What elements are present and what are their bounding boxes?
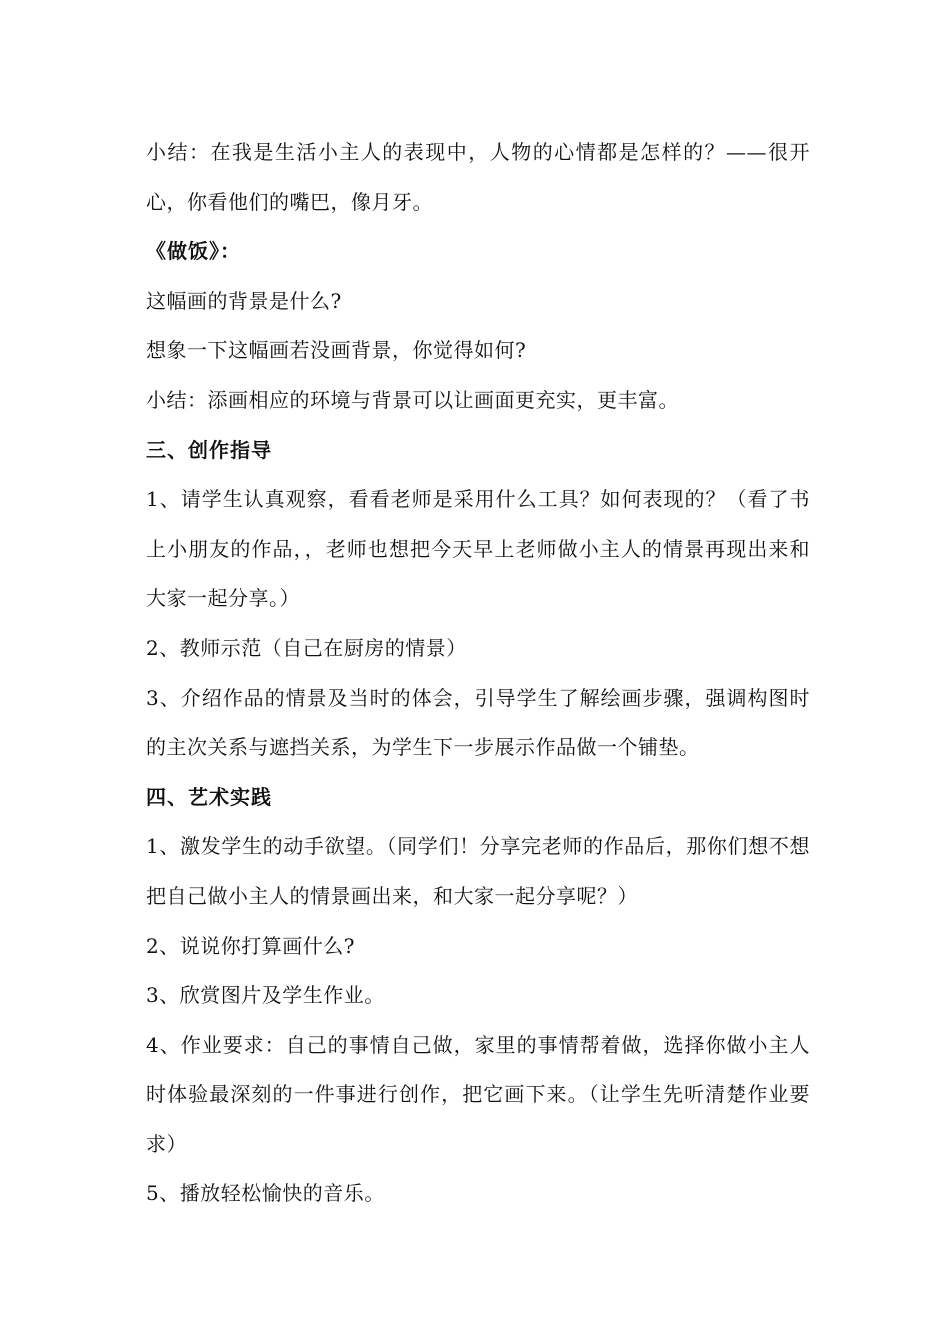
question-background: 这幅画的背景是什么? xyxy=(146,288,342,313)
summary-paragraph: 小结：在我是生活小主人的表现中，人物的心情都是怎样的？——很开心，你看他们的嘴巴，像月牙。 xyxy=(146,140,810,214)
practice-item-1: 1、激发学生的动手欲望。（同学们！分享完老师的作品后，那你们想不想把自己做小主人的情景画出来，和大家一起分享呢？） xyxy=(146,834,810,908)
section-heading-art-practice: 四、艺术实践 xyxy=(146,784,272,809)
section-heading-cooking: 《做饭》： xyxy=(146,239,241,264)
guidance-item-3: 3、介绍作品的情景及当时的体会，引导学生了解绘画步骤，强调构图时的主次关系与遮挡关系，为学生下一步展示作品做一个铺垫。 xyxy=(146,685,810,760)
guidance-item-1: 1、请学生认真观察，看看老师是采用什么工具？如何表现的？（看了书上小朋友的作品，，老师也想把今天早上老师做小主人的情景再现出来和大家一起分享。） xyxy=(146,487,810,611)
section-heading-creation-guidance: 三、创作指导 xyxy=(146,437,272,462)
practice-item-4: 4、作业要求：自己的事情自己做，家里的事情帮着做，选择你做小主人时体验最深刻的一件事进行创作，把它画下来。（让学生先听清楚作业要求） xyxy=(146,1032,810,1156)
summary-background-paragraph: 小结：添画相应的环境与背景可以让画面更充实，更丰富。 xyxy=(146,387,679,412)
document-body xyxy=(146,128,810,1219)
practice-item-3: 3、欣赏图片及学生作业。 xyxy=(146,983,385,1008)
practice-item-2: 2、说说你打算画什么? xyxy=(146,933,355,958)
question-imagine: 想象一下这幅画若没画背景，你觉得如何? xyxy=(146,338,527,363)
practice-item-5: 5、播放轻松愉快的音乐。 xyxy=(146,1181,385,1206)
guidance-item-2: 2、教师示范（自己在厨房的情景） xyxy=(146,635,467,660)
